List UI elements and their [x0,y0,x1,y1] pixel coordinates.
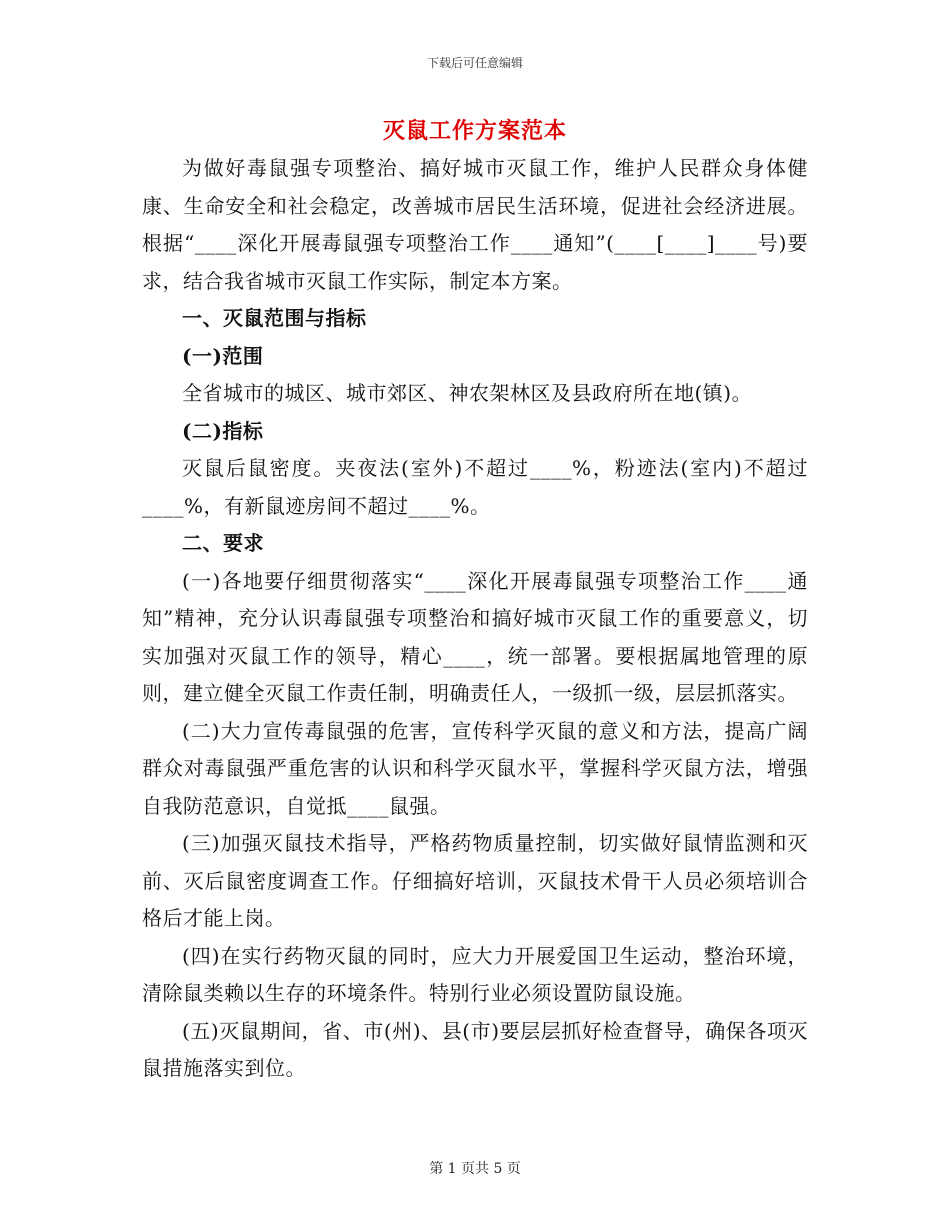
indicators-paragraph: 灭鼠后鼠密度。夹夜法(室外)不超过____%，粉迹法(室内)不超过____%，有新鼠迹房间不超过____%。 [142,456,808,518]
requirement-paragraph-1: (一)各地要仔细贯彻落实“____深化开展毒鼠强专项整治工作____通知”精神，充分认识毒鼠强专项整治和搞好城市灭鼠工作的重要意义，切实加强对灭鼠工作的领导，精心____，统一部署。要根据属地管理的原则，建立健全灭鼠工作责任制，明确责任人，一级抓一级，层层抓落实。 [142,568,808,705]
scope-paragraph: 全省城市的城区、城市郊区、神农架林区及县政府所在地(镇)。 [182,381,753,405]
requirement-paragraph-2: (二)大力宣传毒鼠强的危害，宣传科学灭鼠的意义和方法，提高广阔群众对毒鼠强严重危害的认识和科学灭鼠水平，掌握科学灭鼠方法，增强自我防范意识，自觉抵____鼠强。 [142,718,808,818]
subheading-indicators: (二)指标 [182,418,264,443]
requirement-paragraph-4: (四)在实行药物灭鼠的同时，应大力开展爱国卫生运动，整治环境，清除鼠类赖以生存的环境条件。特别行业必须设置防鼠设施。 [142,943,808,1005]
document-body [142,150,808,1088]
intro-paragraph: 为做好毒鼠强专项整治、搞好城市灭鼠工作，维护人民群众身体健康、生命安全和社会稳定，改善城市居民生活环境，促进社会经济进展。根据“____深化开展毒鼠强专项整治工作____通知”(____[____]____号)要求，结合我省城市灭鼠工作实际，制定本方案。 [142,156,808,293]
section-heading-requirements: 二、要求 [182,531,264,555]
requirement-paragraph-3: (三)加强灭鼠技术指导，严格药物质量控制，切实做好鼠情监测和灭前、灭后鼠密度调查工作。仔细搞好培训，灭鼠技术骨干人员必须培训合格后才能上岗。 [142,831,808,930]
section-heading-scope: 一、灭鼠范围与指标 [182,306,367,330]
page-footer: 第 1 页共 5 页 [429,1161,521,1177]
page-header: 下载后可任意编辑 [426,56,523,70]
requirement-paragraph-5: (五)灭鼠期间，省、市(州)、县(市)要层层抓好检查督导，确保各项灭鼠措施落实到位。 [142,1018,808,1080]
document-title: 灭鼠工作方案范本 [382,118,567,144]
subheading-scope: (一)范围 [182,343,264,368]
